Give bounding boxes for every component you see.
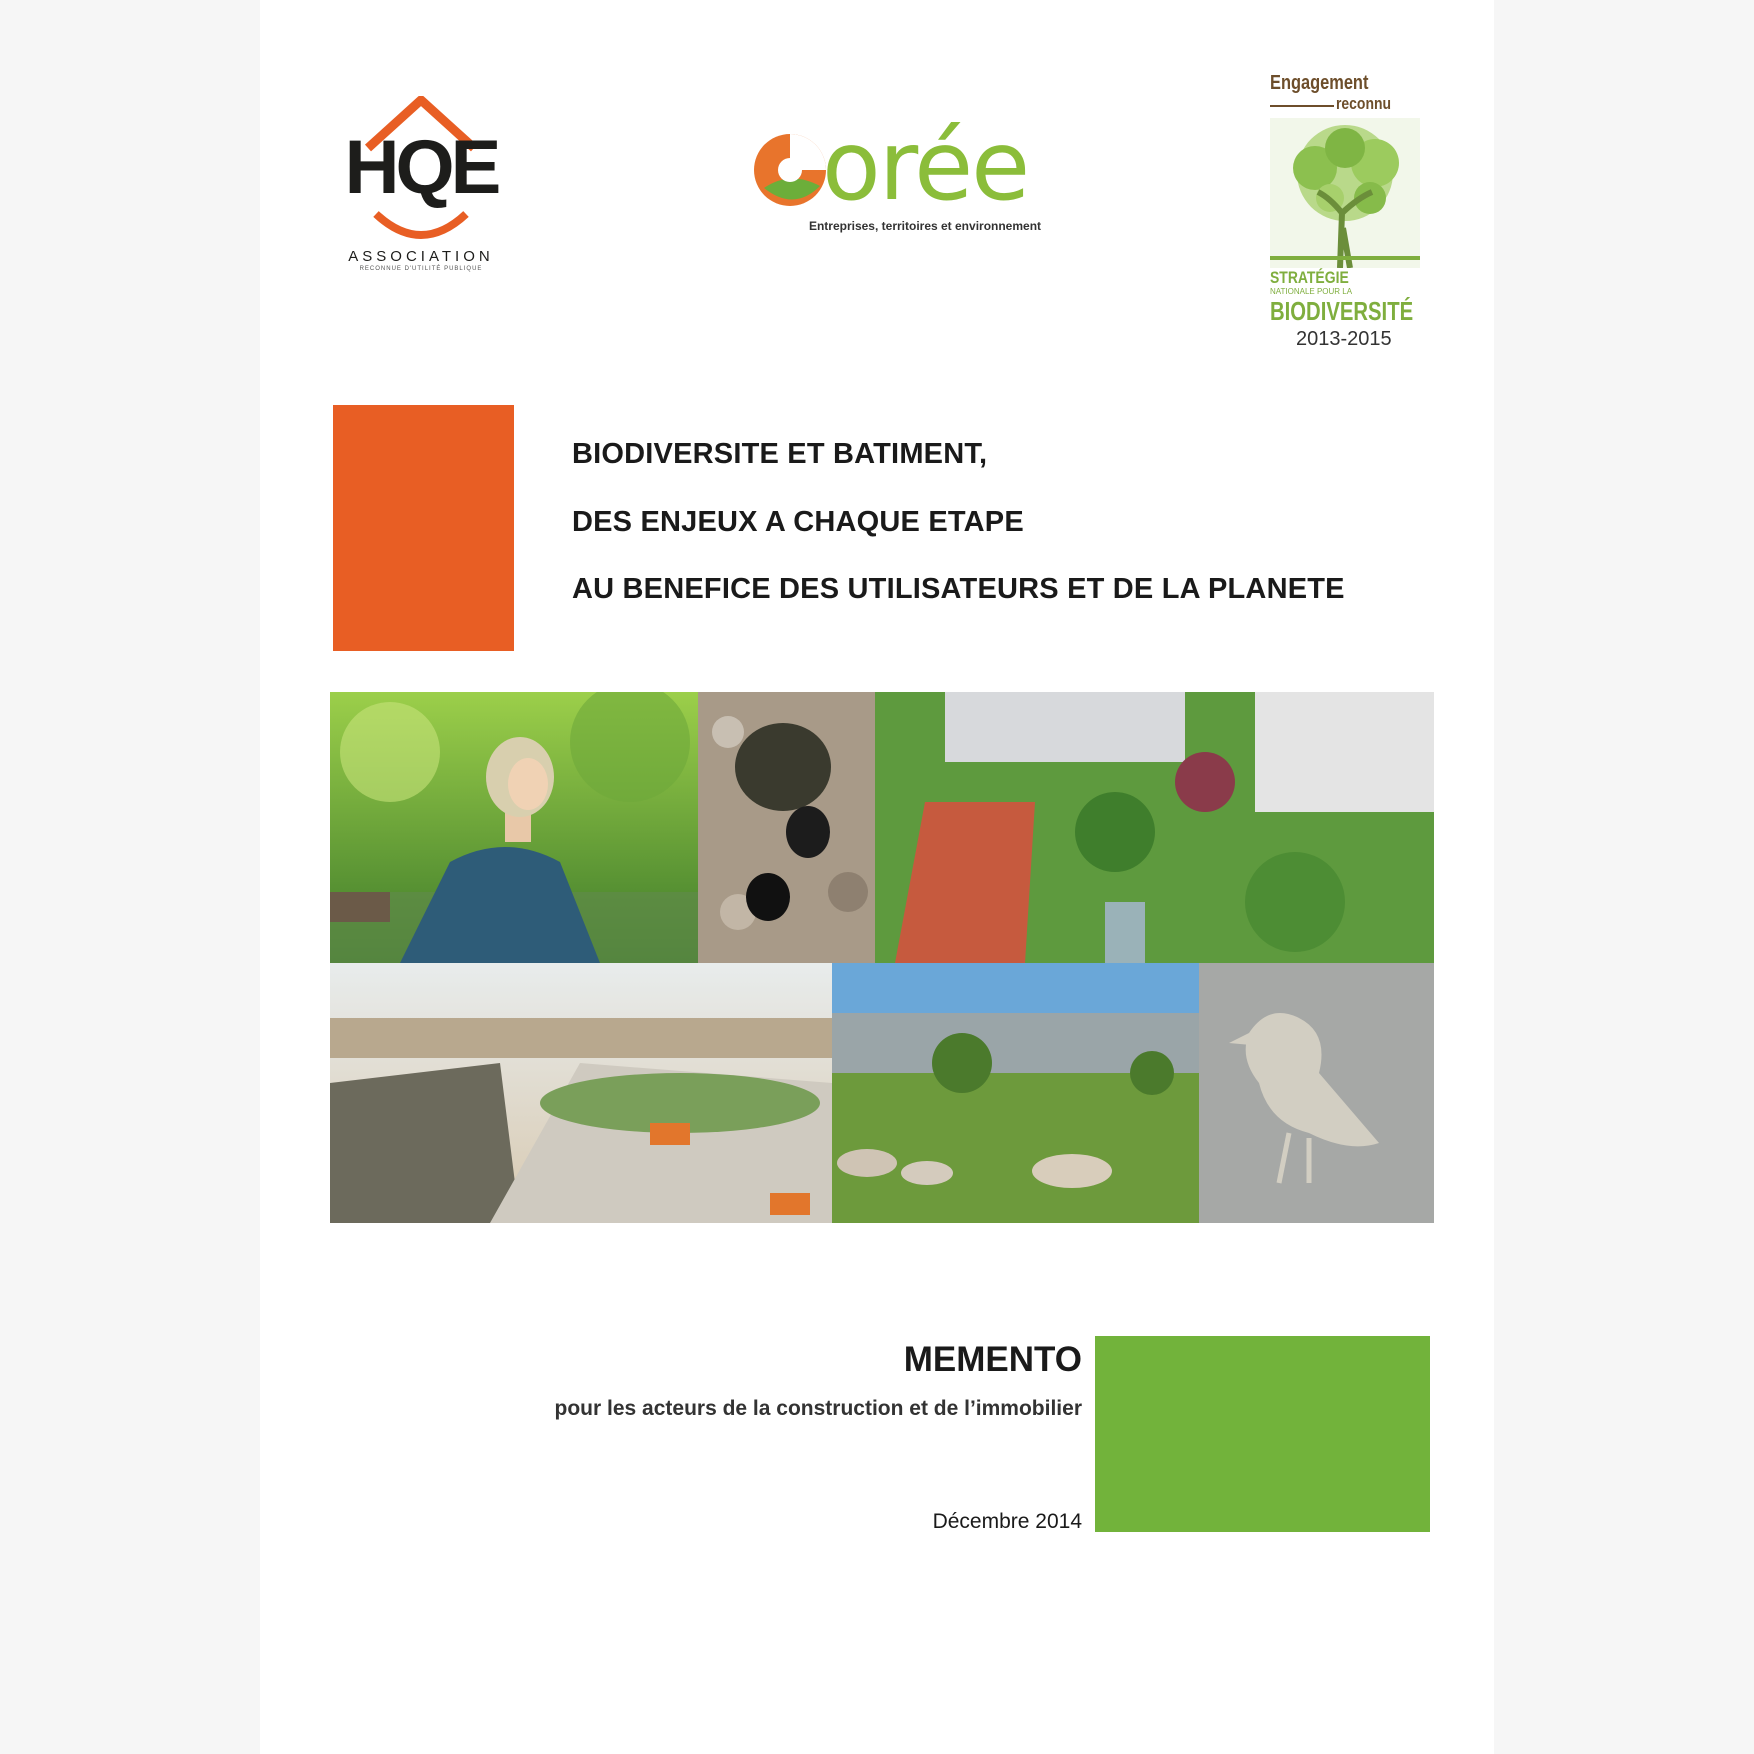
orange-accent-block — [333, 405, 514, 651]
snb-biodiversite-label: BIODIVERSITÉ — [1270, 296, 1414, 326]
memento-subtitle: pour les acteurs de la construction et de l’immobilier — [554, 1397, 1082, 1420]
hqe-subtitle: RECONNUE D'UTILITÉ PUBLIQUE — [359, 266, 483, 272]
photo-rooftop-terrace — [330, 963, 832, 1223]
snb-badge — [1266, 72, 1426, 352]
oree-wordmark: orée — [822, 110, 1029, 222]
snb-reconnu-label: reconnu — [1336, 94, 1391, 113]
publication-date: Décembre 2014 — [932, 1510, 1082, 1533]
green-accent-block — [1095, 1336, 1430, 1532]
photo-bird-nest-box — [1199, 963, 1434, 1223]
snb-years: 2013-2015 — [1296, 328, 1392, 350]
snb-divider — [1270, 105, 1334, 107]
photo-sheep-grazing — [832, 963, 1199, 1223]
title-line-3: AU BENEFICE DES UTILISATEURS ET DE LA PLANETE — [572, 573, 1345, 605]
photo-dung-beetle — [698, 692, 875, 963]
tree-icon — [1270, 118, 1420, 268]
memento-heading: MEMENTO — [903, 1340, 1082, 1379]
title-line-1: BIODIVERSITE ET BATIMENT, — [572, 438, 988, 470]
snb-nationale-label: NATIONALE POUR LA — [1270, 287, 1353, 296]
oree-tagline: Entreprises, territoires et environnement — [808, 219, 1042, 233]
photo-woman-breathing — [330, 692, 698, 963]
snb-strategie-label: STRATÉGIE — [1270, 268, 1349, 287]
hqe-logo-text: HQE — [344, 125, 498, 210]
photo-urban-garden — [875, 692, 1434, 963]
title-line-2: DES ENJEUX A CHAQUE ETAPE — [572, 506, 1024, 538]
oree-circle-icon — [750, 130, 830, 210]
oree-logo — [750, 100, 1050, 240]
hqe-logo — [336, 96, 506, 276]
hqe-association-label: ASSOCIATION — [348, 248, 494, 265]
snb-engagement-label: Engagement — [1270, 72, 1369, 94]
